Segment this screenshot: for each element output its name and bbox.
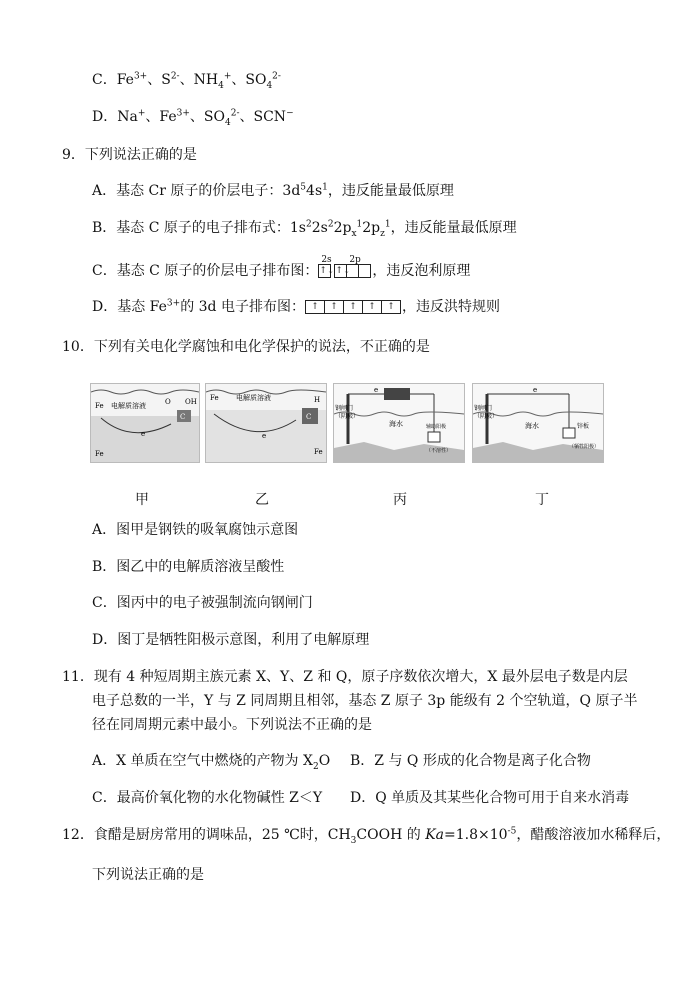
q12-text1: 12．食醋是厨房常用的调味品，25 ℃时，CH — [62, 827, 351, 843]
q9-option-b — [92, 219, 517, 237]
q9-stem: 9．下列说法正确的是 — [62, 147, 197, 163]
orbital-box-2s: ↑↓ — [319, 266, 335, 276]
bing-inert-label: （不溶性） — [426, 448, 452, 454]
q8c-so-sub: 4 — [266, 80, 273, 91]
orbital-box-3d-1: ↑ — [305, 300, 325, 314]
q8d-scn: 、SCN — [239, 109, 287, 125]
q8-option-d — [92, 108, 294, 126]
orbital-2p-label: 2p — [349, 255, 361, 265]
jia-fe-label: Fe — [95, 402, 104, 410]
q11-stem-line1: 11．现有 4 种短周期主族元素 X、Y、Z 和 Q，原子序数依次增大，X 最外层电子数是内层 — [62, 669, 628, 685]
yi-h2-label: H — [314, 396, 321, 404]
bing-cathode-label: （阴极） — [335, 413, 360, 420]
q9b-sub4: z — [380, 228, 385, 239]
q9d-text3: ，违反洪特规则 — [401, 299, 500, 315]
q9b-sup4: 1 — [384, 219, 391, 230]
orbital-2p — [335, 255, 371, 280]
figure-yi-drawing — [206, 384, 326, 462]
q11a-text1: A．X 单质在空气中燃烧的产物为 X — [92, 753, 313, 769]
bing-sea-label: 海水 — [389, 420, 403, 428]
q8c-so-charge: 2- — [272, 71, 281, 82]
q8c-s: 、S — [147, 72, 171, 88]
orbital-box-3d-3: ↑ — [343, 300, 363, 314]
q8c-nh-charge: + — [223, 71, 232, 82]
ding-sea-label: 海水 — [525, 422, 539, 430]
orbital-box-3d-2: ↑ — [324, 300, 344, 314]
q8d-fe: 、Fe — [145, 109, 177, 125]
yi-fe-label: Fe — [210, 394, 219, 402]
q12-sub: 3 — [350, 835, 357, 846]
q9b-sup3: 1 — [356, 219, 363, 230]
q10-option-d: D．图丁是牺牲阳极示意图，利用了电解原理 — [92, 632, 370, 648]
q8c-so: 、SO — [231, 72, 267, 88]
q9a-text3: ，违反能量最低原理 — [327, 183, 454, 199]
bing-gate-label: 钢闸门 — [335, 405, 354, 412]
figure-ding — [472, 383, 604, 463]
q9-option-a — [92, 182, 454, 200]
ding-zinc-label: 锌板 — [577, 423, 590, 430]
orbital-box-3d-5: ↑ — [381, 300, 401, 314]
q12-sup: -5 — [507, 826, 517, 837]
yi-fe-label-2: Fe — [314, 448, 323, 456]
q9b-text2: 2s — [311, 220, 328, 236]
q9-option-d — [92, 298, 500, 316]
q9a-sup2: 1 — [322, 182, 328, 193]
q12-text3: =1.8×10 — [444, 827, 508, 843]
q8d-so: 、SO — [189, 109, 225, 125]
yi-e-label: e — [262, 432, 267, 440]
q9a-text2: 4s — [306, 183, 323, 199]
jia-o2-label: O — [165, 398, 171, 406]
orbital-box-3d-4: ↑ — [362, 300, 382, 314]
q9b-sup2: 2 — [327, 219, 334, 230]
q8c-fe-charge: 3+ — [133, 71, 148, 82]
q8d-so-charge: 2- — [230, 108, 240, 119]
q8d-prefix: D． — [92, 109, 118, 125]
caption-yi: 乙 — [255, 492, 269, 508]
q9c-text2: ，违反泡利原理 — [372, 263, 471, 279]
q11-option-a — [92, 752, 330, 770]
figure-bing-drawing — [334, 384, 464, 462]
q11a-text2: O — [318, 753, 331, 769]
q11-option-b: B．Z 与 Q 形成的化合物是离子化合物 — [350, 753, 591, 769]
q10-option-b: B．图乙中的电解质溶液呈酸性 — [92, 559, 285, 575]
q8d-fe-charge: 3+ — [176, 108, 190, 119]
jia-e-label: e — [141, 430, 146, 438]
orbital-2s-label: 2s — [321, 255, 332, 265]
q12-text2: COOH 的 — [356, 827, 426, 843]
q9b-text1: B．基态 C 原子的电子排布式：1s — [92, 220, 306, 236]
q11-stem-line2: 电子总数的一半，Y 与 Z 同周期且相邻，基态 Z 原子 3p 能级有 2 个空轨道，Q 原子半 — [92, 693, 638, 709]
jia-c-label: C — [180, 413, 186, 421]
jia-fe-label-2: Fe — [95, 450, 104, 458]
q9b-text3: 2p — [333, 220, 352, 236]
jia-oh-label: OH — [185, 398, 197, 406]
q8d-so-sub: 4 — [224, 117, 231, 128]
q8d-scn-charge: − — [286, 108, 294, 119]
q12-stem-line1 — [62, 826, 670, 844]
q8c-s-charge: 2- — [170, 71, 180, 82]
q12-ka: Ka — [425, 827, 444, 843]
q11-stem-line3: 径在同周期元素中最小。下列说法不正确的是 — [92, 717, 372, 733]
caption-jia: 甲 — [135, 492, 149, 508]
figure-jia — [90, 383, 200, 463]
q8c-prefix: C． — [92, 72, 117, 88]
bing-e-label: e — [374, 386, 379, 394]
q9d-fe-charge: 3+ — [166, 298, 181, 309]
bing-anode-box — [428, 432, 440, 442]
q9b-sub3: x — [351, 228, 357, 239]
figure-yi — [205, 383, 327, 463]
figure-jia-drawing — [91, 384, 199, 462]
bing-power-supply — [384, 388, 410, 400]
caption-bing: 丙 — [393, 492, 407, 508]
ding-sacrificial-label: （牺牲阳极） — [569, 444, 600, 450]
ding-cathode-label: （阴极） — [474, 413, 499, 420]
jia-solution-label: 电解质溶液 — [111, 402, 146, 410]
orbital-2s — [319, 255, 335, 280]
bing-anode-label: 辅助阳极 — [426, 424, 447, 430]
q9b-text5: ，违反能量最低原理 — [390, 220, 517, 236]
q8c-fe: Fe — [116, 72, 134, 88]
q8d-na-charge: + — [137, 108, 146, 119]
q8-option-c — [92, 71, 281, 89]
ding-gate-label: 钢闸门 — [474, 405, 493, 412]
caption-ding: 丁 — [535, 492, 549, 508]
q9b-sup1: 2 — [306, 219, 312, 230]
q9a-sup1: 5 — [300, 182, 307, 193]
q9d-text2: 的 3d 电子排布图： — [180, 299, 305, 315]
q11a-sub: 2 — [312, 761, 319, 772]
q12-stem-line2: 下列说法正确的是 — [92, 867, 204, 883]
q10-option-a: A．图甲是钢铁的吸氧腐蚀示意图 — [92, 522, 299, 538]
q9b-text4: 2p — [362, 220, 381, 236]
q8c-nh: 、NH — [179, 72, 219, 88]
figure-bing — [333, 383, 465, 463]
orbital-box-2p-1: ↑↓ — [335, 266, 351, 276]
q9c-text1: C．基态 C 原子的价层电子排布图： — [92, 263, 319, 279]
figure-ding-drawing — [473, 384, 603, 462]
q8d-na: Na — [117, 109, 138, 125]
q9-option-c — [92, 255, 471, 280]
q10-option-c: C．图丙中的电子被强制流向钢闸门 — [92, 595, 313, 611]
q9d-text1: D．基态 Fe — [92, 299, 167, 315]
q10-stem: 10．下列有关电化学腐蚀和电化学保护的说法，不正确的是 — [62, 339, 430, 355]
q11-option-d: D．Q 单质及其某些化合物可用于自来水消毒 — [350, 790, 630, 806]
yi-solution-label: 电解质溶液 — [236, 394, 271, 402]
q8c-nh-sub: 4 — [218, 80, 224, 91]
q12-text4: ，醋酸溶液加水稀释后， — [516, 827, 671, 843]
ding-e-label: e — [533, 386, 538, 394]
q9a-text1: A．基态 Cr 原子的价层电子：3d — [92, 183, 301, 199]
ding-zinc-box — [563, 428, 575, 438]
q11-option-c: C．最高价氧化物的水化物碱性 Z＜Y — [92, 790, 323, 806]
orbital-3d — [306, 298, 401, 316]
yi-c-label: C — [306, 413, 312, 421]
